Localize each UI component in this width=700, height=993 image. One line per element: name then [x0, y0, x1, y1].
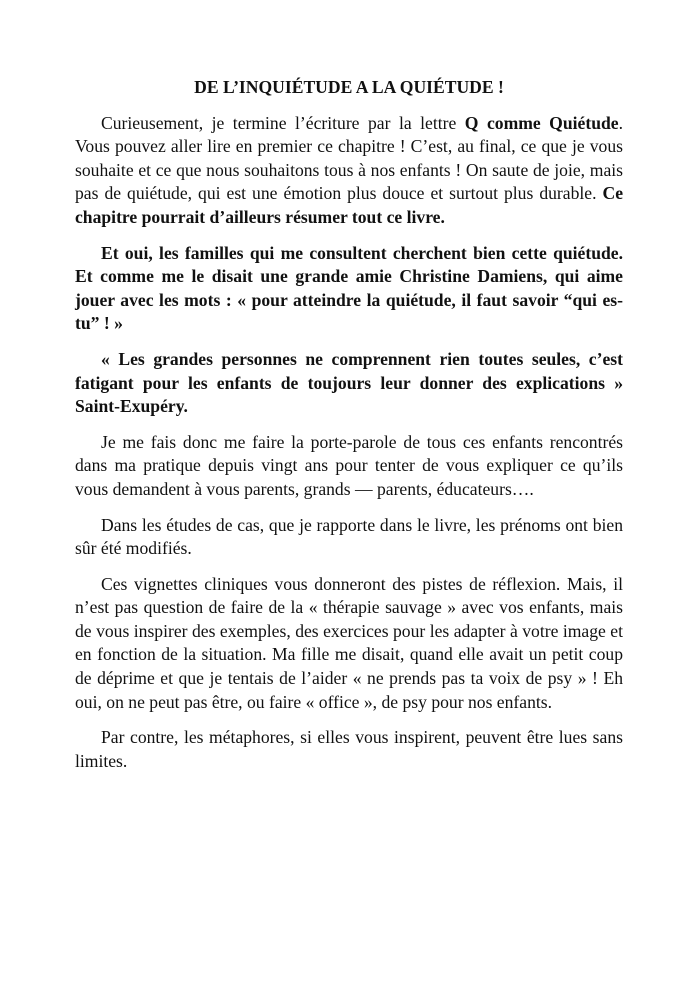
paragraph-metaphors: Par contre, les métaphores, si elles vous inspirent, peuvent être lues sans limites.: [75, 727, 623, 771]
paragraph-families: Et oui, les familles qui me consultent cherchent bien cette quiétude. Et comme me le disait une grande amie Christine Damiens, qui aime jouer avec les mots : « pour atteindre la quiétude, il faut savoir “qui es-tu” ! »: [75, 242, 623, 334]
paragraph-vignettes: Ces vignettes cliniques vous donneront des pistes de réflexion. Mais, il n’est pas question de faire de la « thérapie sauvage » avec vos enfants, mais de vous inspirer des exemples, des exercices pour les adapter à votre image et en fonction de la situation. Ma fille me disait, quand elle avait un petit coup de déprime et que je tentais de l’aider « ne prends pas ta voix de psy » ! Eh oui, on ne peut pas être, ou faire « office », de psy pour nos enfants.: [75, 573, 623, 712]
chapter-title: DE L’INQUIÉTUDE A LA QUIÉTUDE !: [194, 77, 504, 97]
paragraph-case-studies: Dans les études de cas, que je rapporte dans le livre, les prénoms ont bien sûr été modifiés.: [75, 514, 623, 559]
paragraph-spokesperson: Je me fais donc me faire la porte-parole de tous ces enfants rencontrés dans ma pratique depuis vingt ans pour tenter de vous expliquer ce qu’ils vous demandent à vous parents, grands — parents, éducateurs….: [75, 431, 623, 499]
document-page: [75, 76, 623, 785]
paragraph-intro: [75, 112, 623, 230]
quote-saint-exupery: « Les grandes personnes ne comprennent rien toutes seules, c’est fatigant pour les enfants de toujours leur donner des explications » Saint-Exupéry.: [75, 348, 623, 417]
paragraph-intro-text-a: Curieusement, je termine l’écriture par la lettre: [101, 112, 465, 133]
paragraph-intro-text-c: . Vous pouvez aller lire en premier ce chapitre ! C’est, au final, ce que je vous souhaite et ce que nous souhaitons tous à nos enfants ! On saute de joie, mais pas de quiétude, qui est une émotion plus douce et surtout plus durable.: [75, 112, 623, 204]
paragraph-intro-emphasis-summary: Ce chapitre pourrait d’ailleurs résumer tout ce livre.: [75, 183, 623, 227]
paragraph-intro-emphasis-q: Q comme Quiétude: [464, 112, 619, 133]
